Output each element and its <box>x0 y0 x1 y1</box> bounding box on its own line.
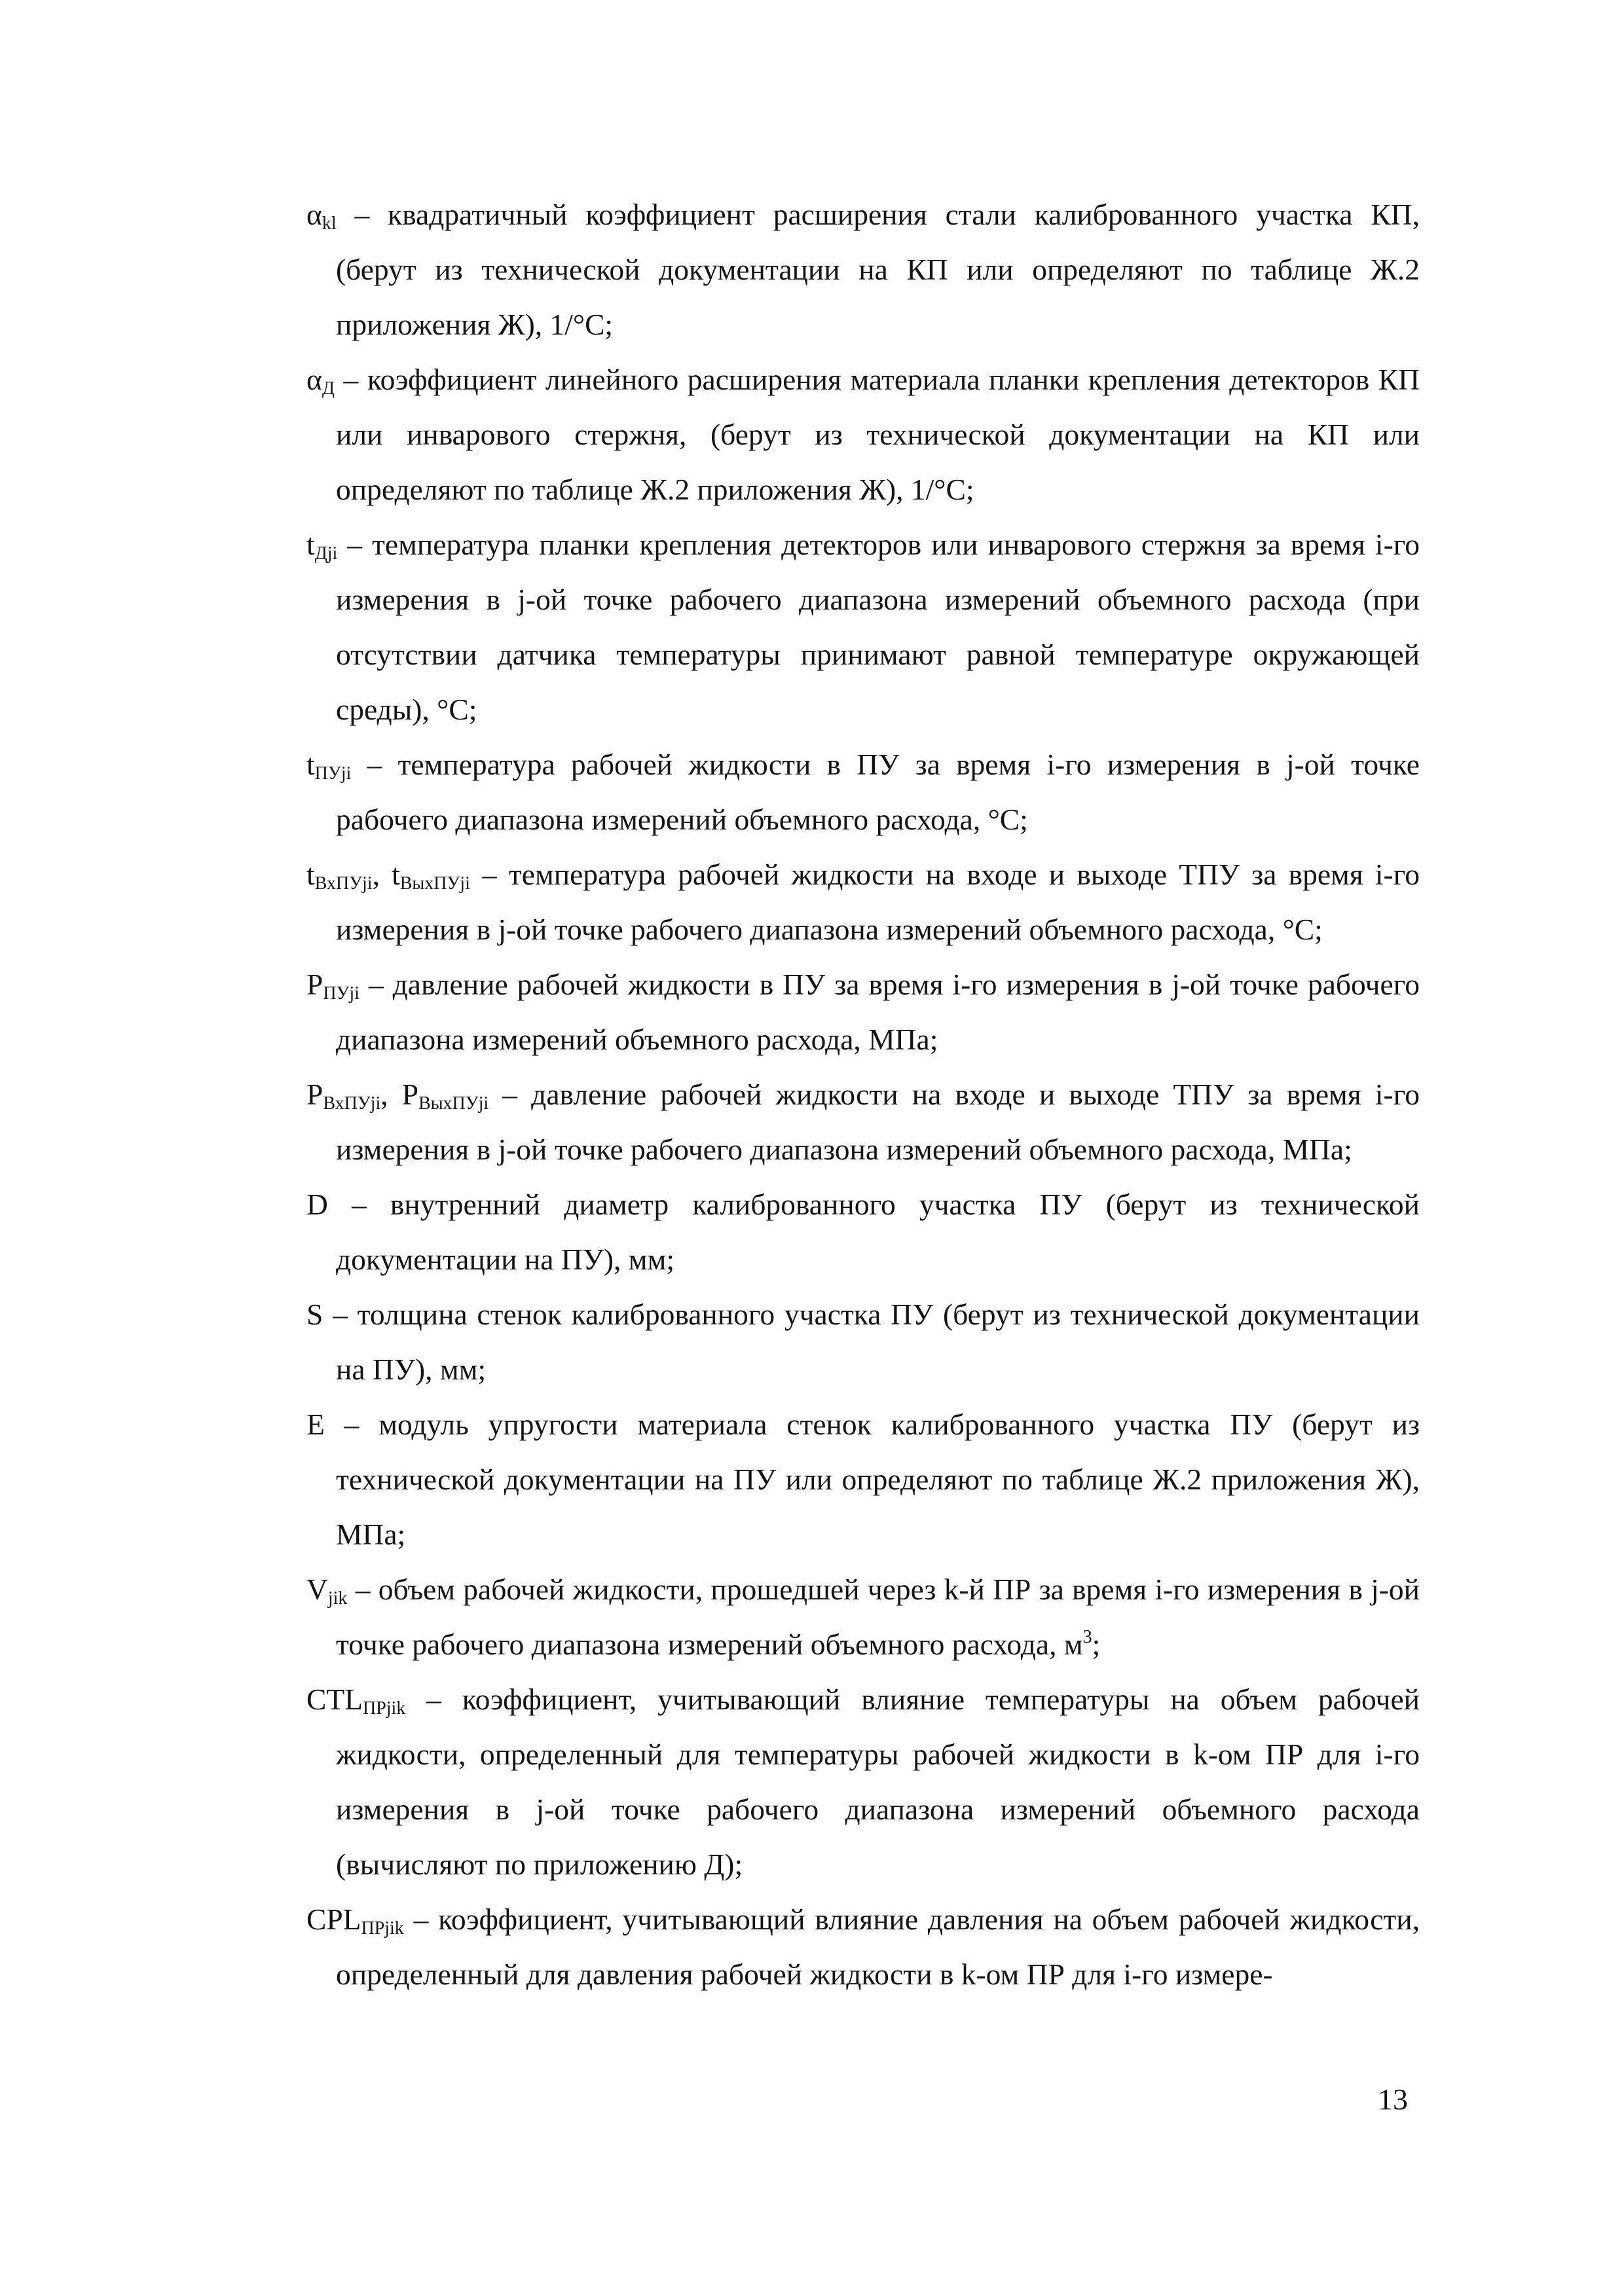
definition-text: – коэффициент, учитывающий влияние давления на объем рабочей жидкости, определенный для давления рабочей жидкости в k-ом ПР для i-го измере- <box>336 1903 1420 1991</box>
definition-d <box>306 1177 1420 1287</box>
symbol: P <box>306 1078 323 1111</box>
definition-p-puji <box>306 957 1420 1067</box>
definition-t-dji <box>306 517 1420 737</box>
symbol-subscript: ПРjik <box>362 1698 406 1719</box>
symbol-second: , t <box>372 858 400 891</box>
symbol-subscript: Дji <box>314 543 338 564</box>
symbol-subscript: ПУji <box>323 983 360 1004</box>
symbol-subscript: kl <box>322 213 337 234</box>
definition-text: – температура планки крепления детекторов или инварового стержня за время i-го измерения в j-ой точке рабочего диапазона измерений объемного расхода (при отсутствии датчика температуры принимают равной температуре окружающей среды), °С; <box>336 528 1420 726</box>
definition-text: – коэффициент линейного расширения материала планки крепления детекторов КП или инварового стержня, (берут из технической документации на КП или определяют по таблице Ж.2 приложения Ж), 1/°С; <box>334 363 1420 506</box>
symbol-subscript: Д <box>322 378 335 399</box>
symbol: D <box>306 1188 328 1221</box>
symbol: α <box>306 363 322 396</box>
definition-text: – температура рабочей жидкости в ПУ за время i-го измерения в j-ой точке рабочего диапазона измерений объемного расхода, °С; <box>336 748 1420 836</box>
symbol-subscript: jik <box>327 1588 348 1609</box>
symbol-second: , P <box>380 1078 419 1111</box>
symbol-second-subscript: ВыхПУji <box>418 1093 489 1114</box>
definition-text: – температура рабочей жидкости на входе и выходе ТПУ за время i-го измерения в j-ой точке рабочего диапазона измерений объемного расхода, °С; <box>336 858 1420 946</box>
definition-text: – объем рабочей жидкости, прошедшей через k-й ПР за время i-го измерения в j-ой точке рабочего диапазона измерений объемного расхода, м <box>336 1573 1420 1661</box>
symbol: S <box>306 1298 323 1331</box>
definition-p-inlet-outlet <box>306 1067 1420 1177</box>
definition-text: – внутренний диаметр калиброванного участка ПУ (берут из технической документации на ПУ), мм; <box>327 1188 1420 1276</box>
symbol: CTL <box>306 1683 363 1716</box>
symbol-subscript: ВхПУji <box>323 1093 381 1114</box>
definition-text: – квадратичный коэффициент расширения стали калиброванного участка КП, (берут из технической документации на КП или определяют по таблице Ж.2 приложения Ж), 1/°С; <box>336 198 1420 341</box>
definition-text: – давление рабочей жидкости на входе и выходе ТПУ за время i-го измерения в j-ой точке рабочего диапазона измерений объемного расхода, МПа; <box>336 1078 1420 1166</box>
definition-cpl <box>306 1892 1420 2002</box>
definitions-list <box>306 187 1420 2002</box>
definition-v-jik <box>306 1562 1420 1672</box>
definition-alpha-kl <box>306 187 1420 352</box>
definition-text: – толщина стенок калиброванного участка ПУ (берут из технической документации на ПУ), мм; <box>323 1298 1420 1386</box>
symbol: α <box>306 198 322 231</box>
symbol: t <box>306 748 315 781</box>
symbol-second-subscript: ВыхПУji <box>399 873 470 894</box>
symbol: t <box>306 528 315 561</box>
definition-ctl <box>306 1672 1420 1892</box>
symbol-subscript: ПУji <box>314 763 352 784</box>
definition-t-puji <box>306 737 1420 847</box>
symbol-subscript: ПРjik <box>361 1918 404 1939</box>
symbol-subscript: ВхПУji <box>314 873 373 894</box>
definition-text-end: ; <box>1092 1628 1101 1661</box>
definition-text: – давление рабочей жидкости в ПУ за время i-го измерения в j-ой точке рабочего диапазона измерений объемного расхода, МПа; <box>336 968 1420 1056</box>
symbol: P <box>306 968 323 1001</box>
symbol: CPL <box>306 1903 361 1936</box>
symbol: V <box>306 1573 328 1606</box>
page-number: 13 <box>1378 2083 1408 2116</box>
definition-text: – модуль упругости материала стенок калиброванного участка ПУ (берут из технической документации на ПУ или определяют по таблице Ж.2 приложения Ж), МПа; <box>324 1408 1420 1551</box>
definition-text: – коэффициент, учитывающий влияние температуры на объем рабочей жидкости, определенный для температуры рабочей жидкости в k-ом ПР для i-го измерения в j-ой точке рабочего диапазона измерений объемного расхода (вычисляют по приложению Д); <box>336 1683 1420 1881</box>
symbol: E <box>306 1408 325 1441</box>
unit-superscript: 3 <box>1082 1627 1092 1647</box>
definition-e <box>306 1397 1420 1562</box>
definition-s <box>306 1287 1420 1397</box>
symbol: t <box>306 858 315 891</box>
definition-alpha-d <box>306 352 1420 517</box>
definition-t-inlet-outlet <box>306 847 1420 957</box>
